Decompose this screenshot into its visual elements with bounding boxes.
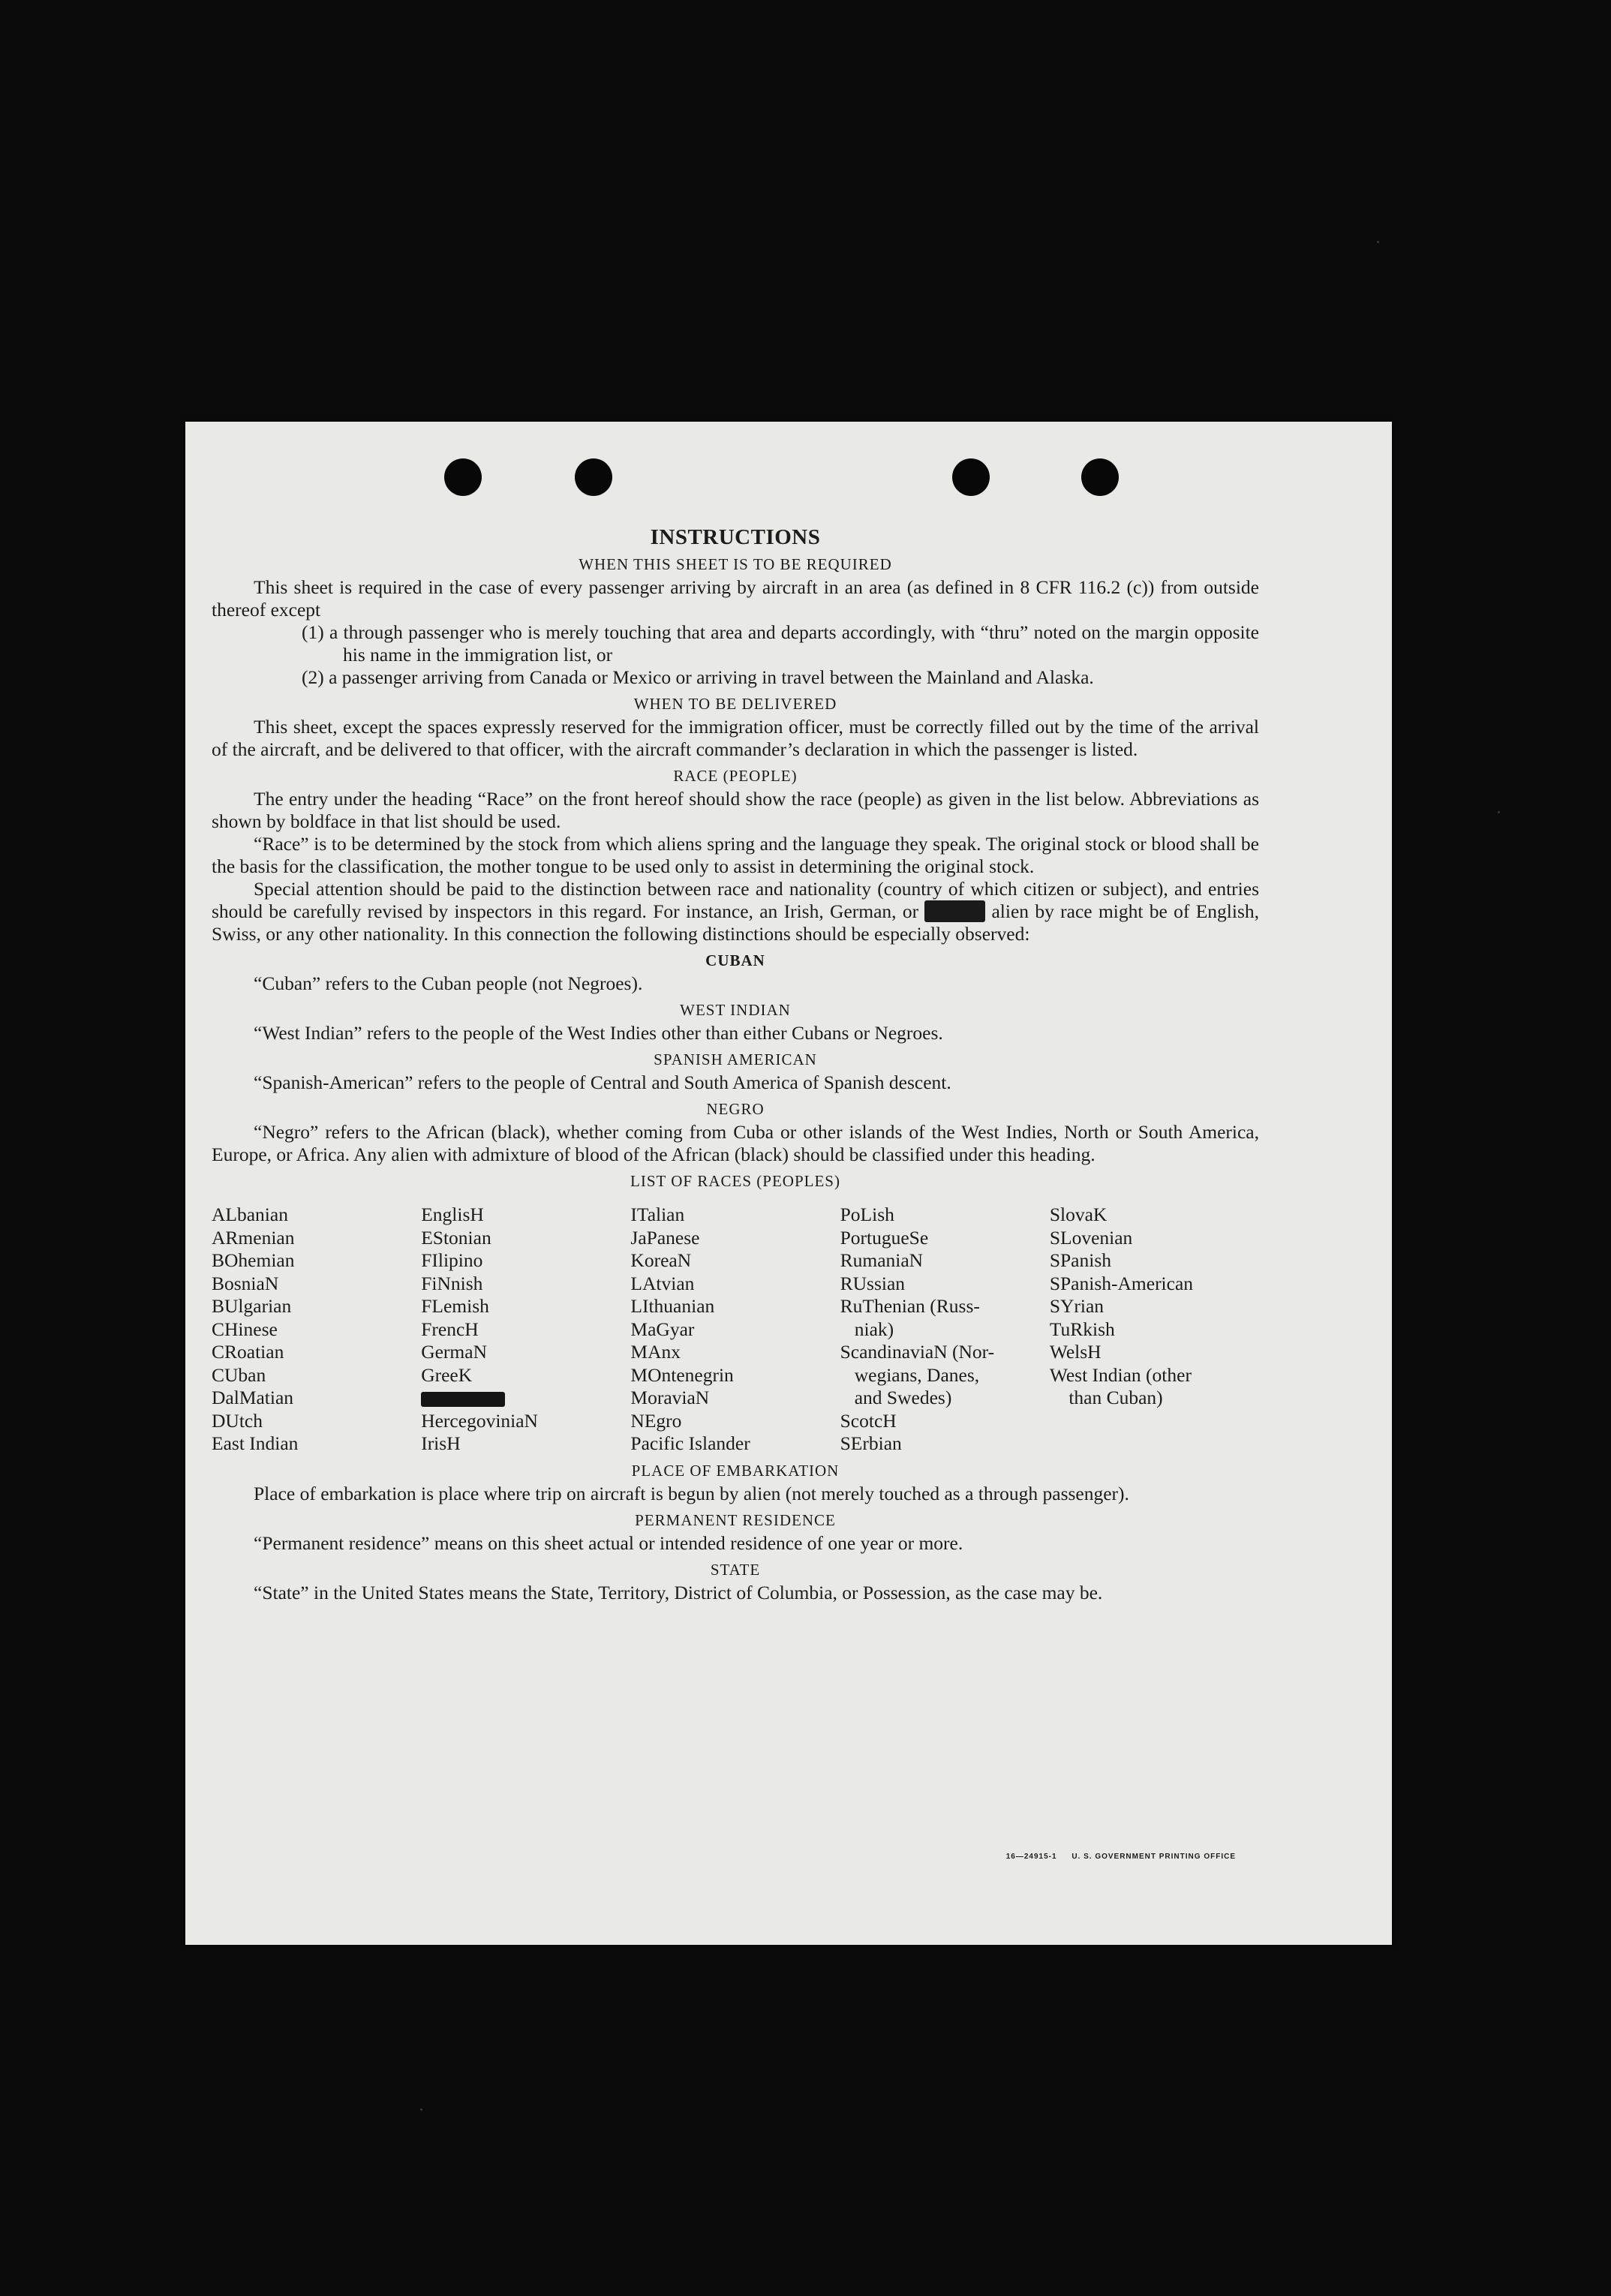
section-heading-place-of-embarkation: PLACE OF EMBARKATION xyxy=(631,1461,840,1480)
section-heading-list-of-races: LIST OF RACES (PEOPLES) xyxy=(630,1172,840,1190)
race-entry: FLemish xyxy=(421,1295,489,1317)
race-entry: FiNnish xyxy=(421,1272,483,1294)
spanish-american-text: “Spanish-American” refers to the people of Central and South America of Spanish descent. xyxy=(254,1071,951,1093)
struck-word: Hebrew xyxy=(924,900,986,922)
race-entry: RumaniaN xyxy=(840,1249,924,1271)
form-number: 16—24915-1 xyxy=(1005,1853,1057,1861)
race-entry: WelsH xyxy=(1049,1341,1102,1363)
race-entry: PortugueSe xyxy=(840,1226,929,1249)
race-entry: ScotcH xyxy=(840,1409,897,1432)
race-entry: SPanish xyxy=(1049,1249,1112,1271)
race-entry: BOhemian xyxy=(212,1249,295,1271)
when-required-intro: This sheet is required in the case of every passenger arriving by aircraft in an area (as defined in 8 CFR 116.2 (c)) from outside thereof except xyxy=(212,576,1259,621)
races-column xyxy=(212,1204,421,1456)
race-entry: SErbian xyxy=(840,1432,902,1454)
state-text: “State” in the United States means the State, Territory, District of Columbia, or Possession, as the case may be. xyxy=(254,1581,1103,1603)
race-entry: LAtvian xyxy=(630,1272,695,1294)
race-entry: ALbanian xyxy=(212,1204,288,1225)
race-entry: East Indian xyxy=(212,1432,299,1454)
race-entry: NEgro xyxy=(630,1409,682,1432)
punch-hole xyxy=(1081,458,1119,496)
race-entry: EStonian xyxy=(421,1226,491,1249)
section-heading-when-required: WHEN THIS SHEET IS TO BE REQUIRED xyxy=(579,555,892,573)
races-column xyxy=(630,1204,840,1456)
race-entry: West Indian (other xyxy=(1049,1363,1192,1386)
redacted-race-entry xyxy=(421,1387,630,1410)
instruction-sheet xyxy=(185,422,1392,1945)
section-heading-spanish-american: SPANISH AMERICAN xyxy=(654,1050,817,1068)
race-paragraph-3b: alien by race might be of English, Swiss, or any other nationality. In this connection the following distinctions should be especially observed: xyxy=(212,900,1259,945)
exception-item-2: (2) a passenger arriving from Canada or Mexico or arriving in travel between the Mainland and Alaska. xyxy=(302,666,1094,688)
race-entry: MoraviaN xyxy=(630,1387,710,1408)
race-entry: KoreaN xyxy=(630,1249,692,1271)
race-entry: SPanish-American xyxy=(1049,1272,1194,1294)
race-entry: JaPanese xyxy=(630,1226,700,1249)
cuban-text: “Cuban” refers to the Cuban people (not Negroes). xyxy=(254,972,643,994)
race-entry: CRoatian xyxy=(212,1341,284,1363)
race-entry: FrencH xyxy=(421,1318,479,1340)
exception-item-1: (1) a through passenger who is merely touching that area and departs accordingly, with “thru” noted on the margin opposite his name in the immigration list, or xyxy=(302,621,1259,666)
redaction-mark xyxy=(421,1392,505,1407)
section-heading-permanent-residence: PERMANENT RESIDENCE xyxy=(635,1510,836,1529)
race-entry: LIthuanian xyxy=(630,1295,715,1317)
race-entry: GreeK xyxy=(421,1363,473,1386)
race-entry: SLovenian xyxy=(1049,1226,1133,1249)
race-entry: CUban xyxy=(212,1363,266,1386)
punch-hole xyxy=(444,458,482,496)
race-entry: CHinese xyxy=(212,1318,278,1340)
page-title: INSTRUCTIONS xyxy=(650,525,821,549)
races-column xyxy=(1050,1204,1259,1456)
race-entry: MOntenegrin xyxy=(630,1363,734,1386)
race-entry: IrisH xyxy=(421,1432,461,1454)
instructions-body xyxy=(212,525,1259,1604)
race-entry: FIlipino xyxy=(421,1249,483,1271)
punch-hole xyxy=(952,458,990,496)
race-entry: SYrian xyxy=(1049,1295,1105,1317)
race-entry: BosniaN xyxy=(212,1272,279,1294)
race-entry: SlovaK xyxy=(1049,1204,1108,1225)
place-of-embarkation-text: Place of embarkation is place where trip on aircraft is begun by alien (not merely touched as a through passenger). xyxy=(254,1482,1129,1504)
race-paragraph-2: “Race” is to be determined by the stock from which aliens spring and the language they speak. The original stock or blood shall be the basis for the classification, the mother tongue to be used only to assist in determining the original stock. xyxy=(212,833,1259,877)
section-heading-cuban: CUBAN xyxy=(705,951,765,969)
race-entry: GermaN xyxy=(421,1341,487,1363)
permanent-residence-text: “Permanent residence” means on this sheet actual or intended residence of one year or more. xyxy=(254,1531,963,1554)
printer-name: U. S. GOVERNMENT PRINTING OFFICE xyxy=(1071,1853,1236,1861)
race-entry: MaGyar xyxy=(630,1318,695,1340)
race-entry: and Swedes) xyxy=(840,1387,952,1408)
race-paragraph-1: The entry under the heading “Race” on the front hereof should show the race (people) as given in the list below. Abbreviations as shown by boldface in that list should be used. xyxy=(212,788,1259,832)
race-entry: DUtch xyxy=(212,1409,263,1432)
race-entry: MAnx xyxy=(630,1341,681,1363)
races-column xyxy=(421,1204,630,1456)
races-list xyxy=(212,1204,1259,1456)
race-paragraph-3 xyxy=(212,878,1259,945)
race-entry: TuRkish xyxy=(1049,1318,1115,1340)
race-entry: DalMatian xyxy=(212,1387,294,1408)
race-entry: RuThenian (Russ- xyxy=(840,1295,980,1317)
race-entry: RUssian xyxy=(840,1272,906,1294)
section-heading-race: RACE (PEOPLE) xyxy=(673,767,798,785)
race-entry: wegians, Danes, xyxy=(840,1363,980,1386)
negro-text: “Negro” refers to the African (black), whether coming from Cuba or other islands of the West Indies, North or South America, Europe, or Africa. Any alien with admixture of blood of the African (black) should be classified under this heading. xyxy=(212,1121,1259,1165)
when-delivered-text: This sheet, except the spaces expressly reserved for the immigration officer, must be correctly filled out by the time of the arrival of the aircraft, and be delivered to that officer, with the aircraft commander’s declaration in which the passenger is listed. xyxy=(212,716,1259,760)
race-entry: ITalian xyxy=(630,1204,685,1225)
race-entry: BUlgarian xyxy=(212,1295,292,1317)
race-entry: EnglisH xyxy=(421,1204,484,1225)
race-paragraph-3a: Special attention should be paid to the distinction between race and nationality (country of which citizen or subject), and entries should be carefully revised by inspectors in this regard. For instance, an Irish, German, or xyxy=(212,878,1259,922)
race-entry: niak) xyxy=(840,1318,894,1340)
race-entry: ARmenian xyxy=(212,1226,295,1249)
west-indian-text: “West Indian” refers to the people of the West Indies other than either Cubans or Negroes. xyxy=(254,1022,943,1044)
section-heading-negro: NEGRO xyxy=(706,1100,765,1118)
race-entry: HercegoviniaN xyxy=(421,1409,538,1432)
section-heading-west-indian: WEST INDIAN xyxy=(680,1001,791,1019)
races-column xyxy=(840,1204,1050,1456)
race-entry: ScandinaviaN (Nor- xyxy=(840,1341,995,1363)
punch-hole xyxy=(575,458,612,496)
section-heading-state: STATE xyxy=(710,1560,761,1579)
section-heading-when-delivered: WHEN TO BE DELIVERED xyxy=(633,695,837,713)
form-footer xyxy=(994,1853,1236,1861)
race-entry: Pacific Islander xyxy=(630,1432,750,1454)
race-entry: PoLish xyxy=(840,1204,894,1225)
race-entry: than Cuban) xyxy=(1049,1387,1163,1408)
